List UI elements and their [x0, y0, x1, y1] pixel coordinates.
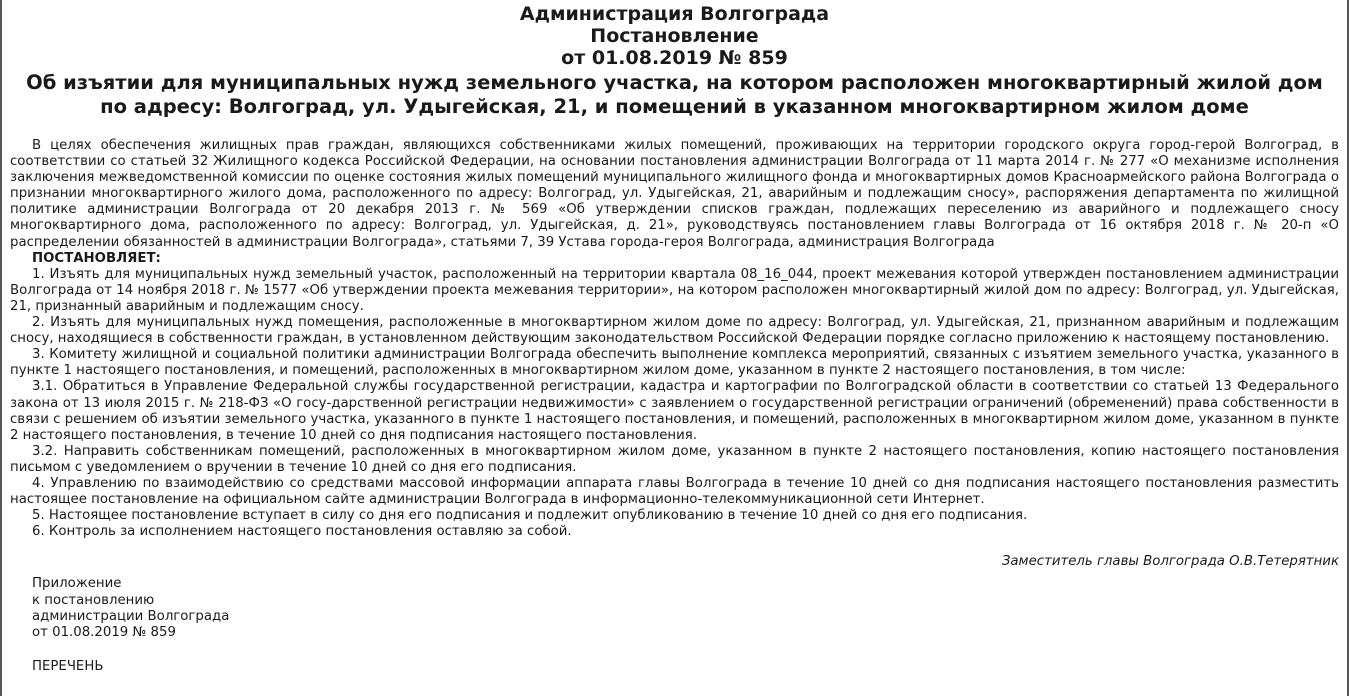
- appendix-line-2: к постановлению: [32, 592, 155, 608]
- clause-5: 5. Настоящее постановление вступает в силу со дня его подписания и подлежит опубликованию в течение 10 дней со дня его подписания.: [32, 508, 1028, 524]
- page-border-left: [0, 0, 2, 696]
- clause-6: 6. Контроль за исполнением настоящего постановления оставляю за собой.: [32, 524, 572, 540]
- appendix-line-4: от 01.08.2019 № 859: [32, 624, 176, 640]
- clause-4: 4. Управлению по взаимодействию со средствами массовой информации аппарата главы Волгограда в течение 10 дней со дня подписания настоящего постановления разместить настоящее постановление на официальном сайте администрации Волгограда в информационно-телекоммуникационной сети Интернет.: [10, 475, 1339, 508]
- appendix-line-3: администрации Волгограда: [32, 608, 230, 624]
- document-date-number: от 01.08.2019 № 859: [561, 47, 788, 69]
- document-type: Постановление: [590, 25, 759, 47]
- clause-1: 1. Изъять для муниципальных нужд земельный участок, расположенный на территории квартала 08_16_044, проект межевания которой утвержден постановлением администрации Волгограда от 14 ноября 2018 г. № 1577 «Об утверждении проекта межевания территории», на котором расположен многоквартирный жилой дом по адресу: Волгоград, ул. Удыгейская, 21, признанный аварийным и подлежащим сносу.: [10, 266, 1339, 314]
- preamble-paragraph: В целях обеспечения жилищных прав граждан, являющихся собственниками жилых помещений, проживающих на территории городского округа город-герой Волгоград, в соответствии со статьей 32 Жилищного кодекса Российской Федерации, на основании постановления администрации Волгограда от 11 марта 2014 г. № 277 «О механизме исполнения заключения межведомственной комиссии по оценке состояния жилых помещений муниципального жилищного фонда и многоквартирных домов Красноармейского района Волгограда о признании многоквартирного жилого дома, расположенного по адресу: Волгоград, ул. Удыгейская, 21, аварийным и подлежащим сносу», распоряжения департамента по жилищной политике администрации Волгограда от 20 декабря 2013 г. № 569 «Об утверждении списков граждан, подлежащих переселению из аварийного и подлежащего сносу многоквартирного дома, расположенного по адресу: Волгоград, ул. Удыгейская, д. 21», руководствуясь постановлением главы Волгограда от 16 октября 2018 г. № 20-п «О распределении обязанностей в администрации Волгограда», статьями 7, 39 Устава города-героя Волгограда, администрация Волгограда: [10, 138, 1339, 250]
- document-title: Об изъятии для муниципальных нужд земельного участка, на котором расположен многоквартирный жилой дом по адресу: Волгоград, ул. Удыгейская, 21, и помещений в указанном многоквартирном жилом доме: [26, 71, 1323, 118]
- list-title: ПЕРЕЧЕНЬ: [32, 659, 104, 675]
- signature: Заместитель главы Волгограда О.В.Тетерятник: [1001, 554, 1339, 570]
- clause-3-2: 3.2. Направить собственникам помещений, расположенных в многоквартирном жилом доме, указанном в пункте 2 настоящего постановления, копию настоящего постановления письмом с уведомлением о вручении в течение 10 дней со дня его подписания.: [10, 443, 1339, 475]
- appendix-line-1: Приложение: [32, 576, 122, 592]
- clause-2: 2. Изъять для муниципальных нужд помещения, расположенные в многоквартирном жилом доме по адресу: Волгоград, ул. Удыгейская, 21, признанном аварийным и подлежащим сносу, находящиеся в собственности граждан, в установленном действующим законодательством Российской Федерации порядке согласно приложению к настоящему постановлению.: [10, 315, 1339, 347]
- organization-name: Администрация Волгограда: [519, 3, 830, 25]
- decree-word: ПОСТАНОВЛЯЕТ:: [32, 250, 161, 266]
- clause-3: 3. Комитету жилищной и социальной политики администрации Волгограда обеспечить выполнение комплекса мероприятий, связанных с изъятием земельного участка, указанного в пункте 1 настоящего постановления, и помещений, расположенных в многоквартирном жилом доме, указанном в пункте 2 настоящего постановления, в том числе:: [10, 347, 1339, 379]
- document-page: [10, 0, 1339, 675]
- clause-3-1: 3.1. Обратиться в Управление Федеральной службы государственной регистрации, кадастра и картографии по Волгоградской области в соответствии со статьей 13 Федерального закона от 13 июля 2015 г. № 218-ФЗ «О госу-дарственной регистрации недвижимости» с заявлением о государственной регистрации ограничений (обременений) права собственности в связи с решением об изъятии земельного участка, указанного в пункте 1 настоящего постановления, и помещений, расположенных в многоквартирном жилом доме, указанном в пункте 2 настоящего постановления, в течение 10 дней со дня подписания настоящего постановления.: [10, 379, 1339, 443]
- appendix-block: [10, 576, 1339, 641]
- document-body: [10, 138, 1339, 540]
